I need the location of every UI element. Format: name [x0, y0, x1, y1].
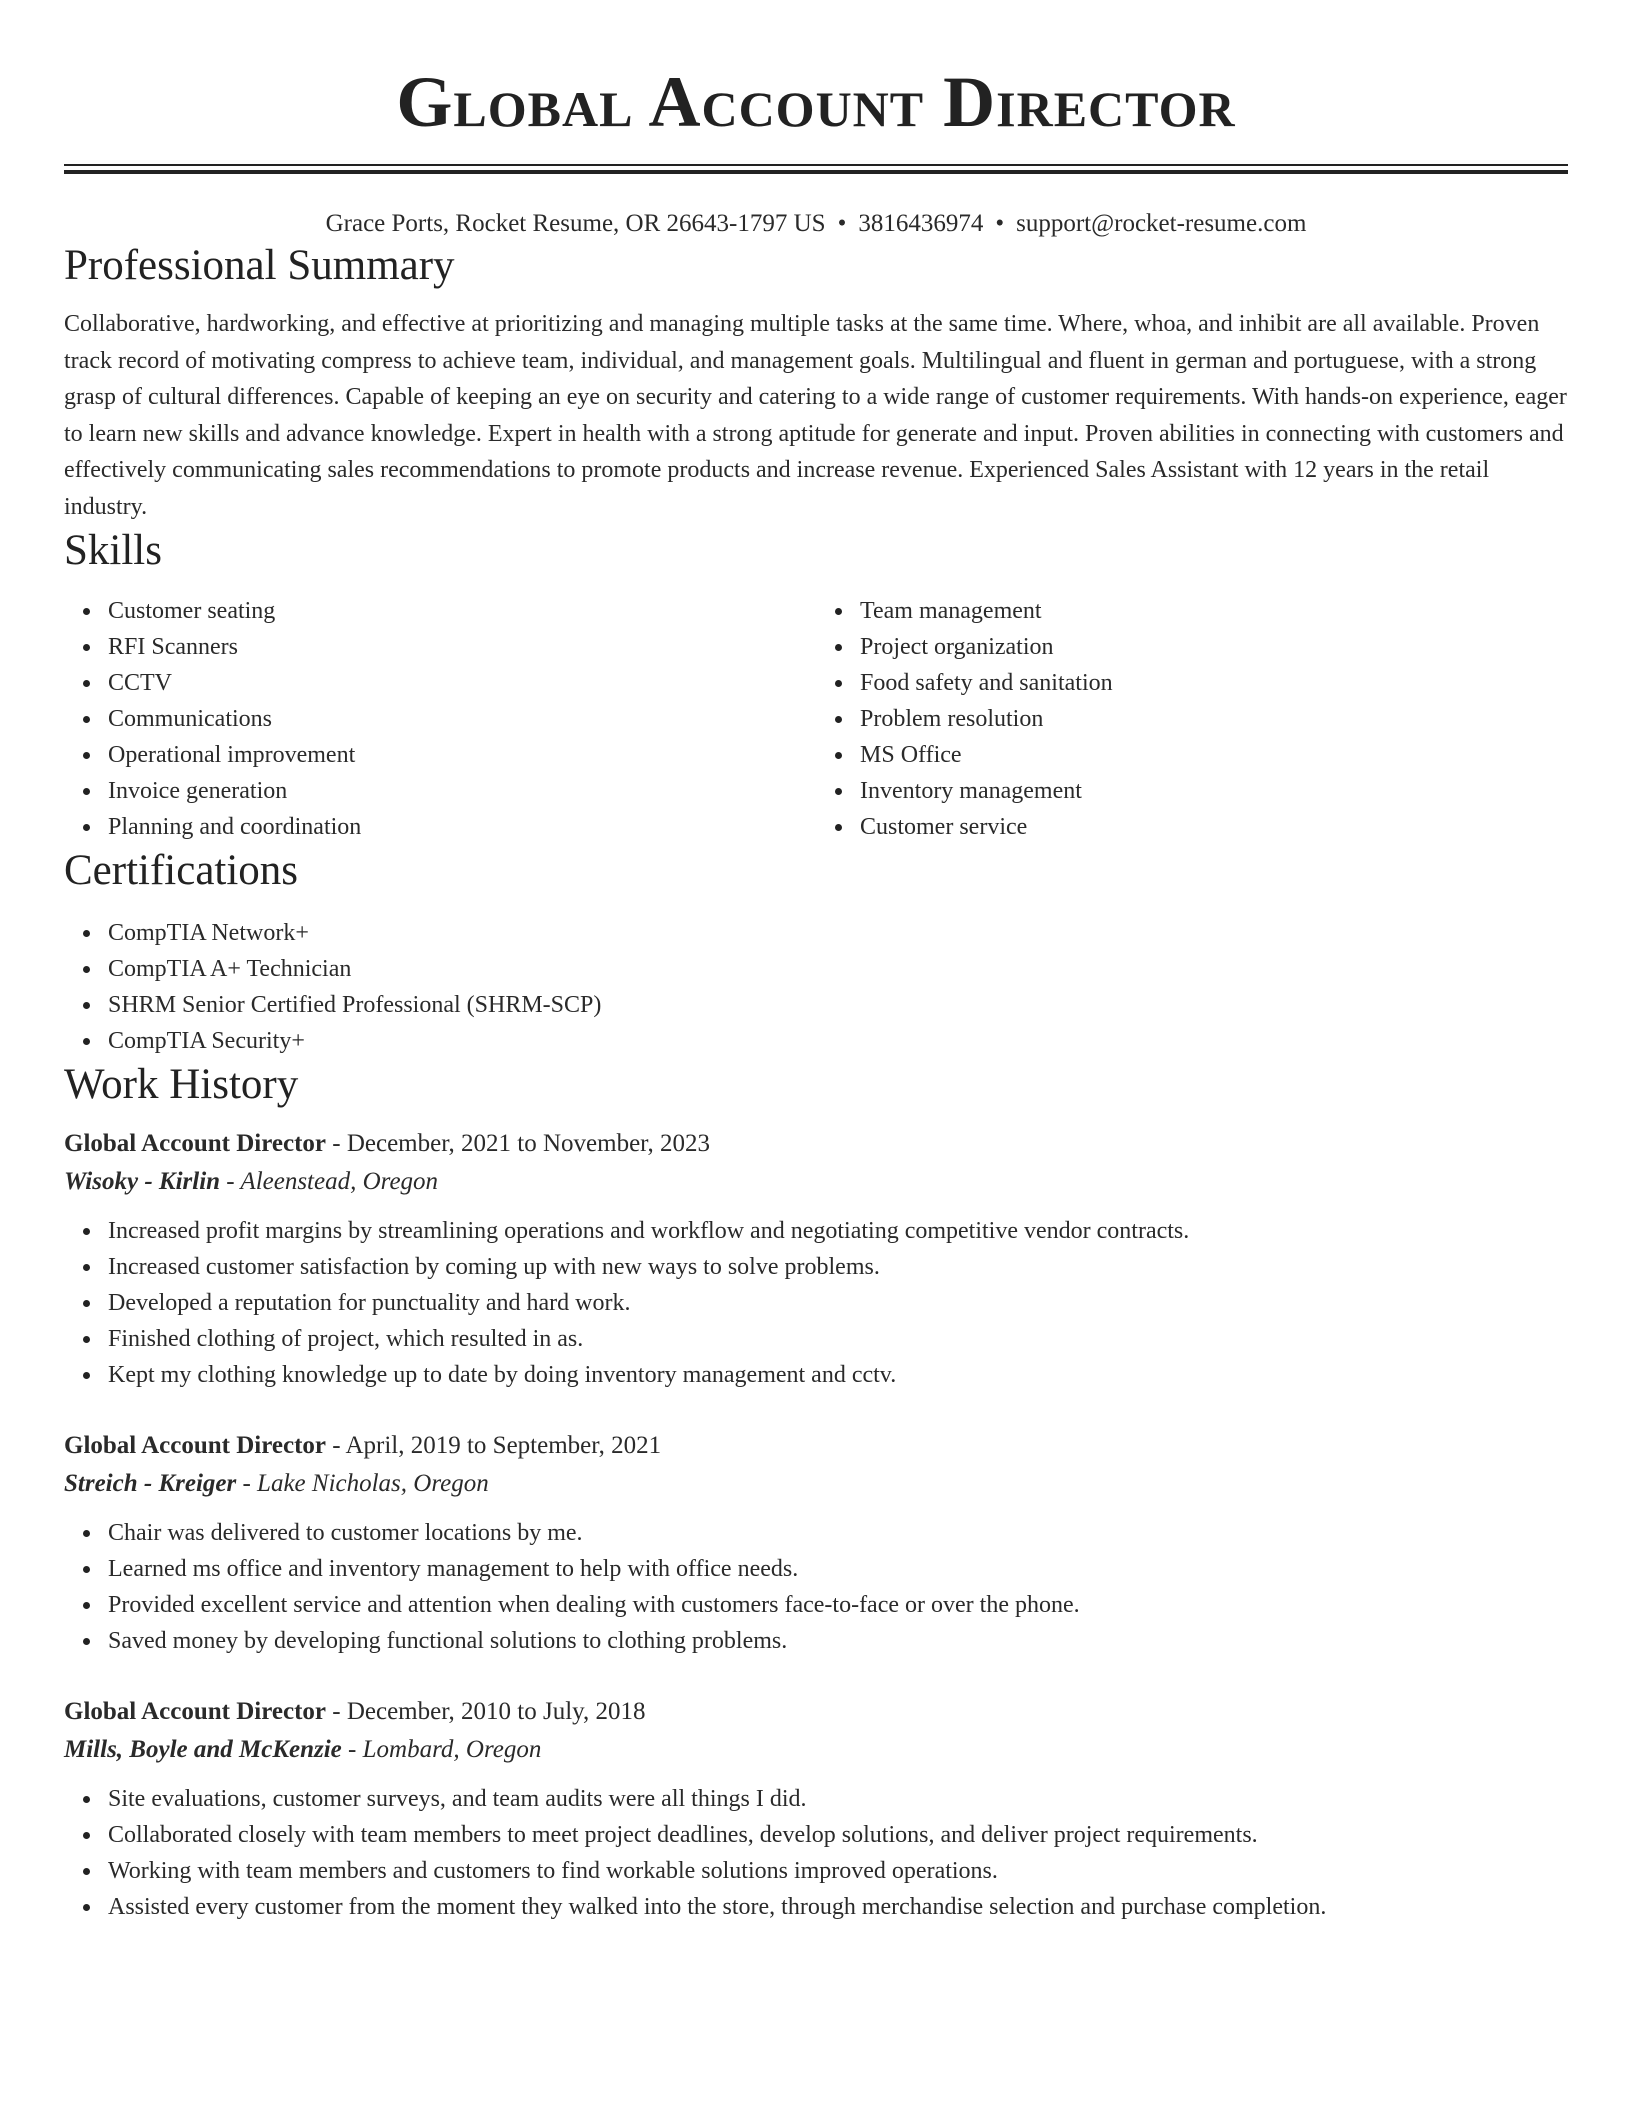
- contact-phone: 3816436974: [858, 210, 984, 237]
- contact-separator: •: [837, 210, 847, 237]
- job-bullet: Collaborated closely with team members to meet project deadlines, develop solutions, and deliver project requirements.: [108, 1817, 1568, 1853]
- certifications-list: [64, 915, 1568, 1059]
- summary-text: Collaborative, hardworking, and effective at prioritizing and managing multiple tasks at the same time. Where, whoa, and inhibit are all available. Proven track record of motivating compress to achieve team, individual, and management goals. Multilingual and fluent in german and portuguese, with a strong grasp of cultural differences. Capable of keeping an eye on security and catering to a wide range of customer requirements. With hands-on experience, eager to learn new skills and advance knowledge. Expert in health with a strong aptitude for generate and input. Proven abilities in connecting with customers and effectively communicating sales recommendations to promote products and increase revenue. Experienced Sales Assistant with 12 years in the retail industry.: [64, 311, 1567, 520]
- skills-columns: [64, 593, 1568, 845]
- job-entry: [64, 1693, 1568, 1925]
- job-title: Global Account Director: [64, 1130, 326, 1157]
- job-bullet: Provided excellent service and attention when dealing with customers face-to-face or over the phone.: [108, 1587, 1568, 1623]
- job-dates: April, 2019 to September, 2021: [345, 1432, 662, 1459]
- contact-email: support@rocket-resume.com: [1016, 210, 1307, 237]
- resume-page: [64, 0, 1568, 1925]
- certification-item: SHRM Senior Certified Professional (SHRM-SCP): [108, 987, 1568, 1023]
- work-history-heading: Work History: [64, 1061, 299, 1108]
- skill-item: Operational improvement: [108, 737, 816, 773]
- job-location: Lombard, Oregon: [362, 1736, 542, 1763]
- job-title-line: Global Account Director - April, 2019 to September, 2021: [64, 1432, 662, 1459]
- job-bullet: Saved money by developing functional solutions to clothing problems.: [108, 1623, 1568, 1659]
- certification-item: CompTIA Security+: [108, 1023, 1568, 1059]
- title-divider: [64, 164, 1568, 174]
- skill-item: Project organization: [860, 629, 1568, 665]
- job-title: Global Account Director: [64, 1432, 326, 1459]
- skill-item: MS Office: [860, 737, 1568, 773]
- skill-item: Problem resolution: [860, 701, 1568, 737]
- job-bullet: Chair was delivered to customer locations by me.: [108, 1515, 1568, 1551]
- skill-item: Customer service: [860, 809, 1568, 845]
- certification-item: CompTIA Network+: [108, 915, 1568, 951]
- skill-item: CCTV: [108, 665, 816, 701]
- job-title: Global Account Director: [64, 1698, 326, 1725]
- job-bullet: Working with team members and customers to find workable solutions improved operations.: [108, 1853, 1568, 1889]
- skill-item: Communications: [108, 701, 816, 737]
- contact-separator: •: [995, 210, 1005, 237]
- job-dates: December, 2021 to November, 2023: [346, 1130, 710, 1157]
- skill-item: Inventory management: [860, 773, 1568, 809]
- summary-heading: Professional Summary: [64, 242, 455, 289]
- job-bullet: Increased profit margins by streamlining operations and workflow and negotiating competitive vendor contracts.: [108, 1213, 1568, 1249]
- job-company-line: Wisoky - Kirlin - Aleenstead, Oregon: [64, 1168, 439, 1195]
- contact-address: Grace Ports, Rocket Resume, OR 26643-1797 US: [325, 210, 826, 237]
- certification-item: CompTIA A+ Technician: [108, 951, 1568, 987]
- job-bullet: Learned ms office and inventory management to help with office needs.: [108, 1551, 1568, 1587]
- job-bullets: [64, 1515, 1568, 1659]
- skills-heading: Skills: [64, 527, 162, 574]
- job-entry: [64, 1125, 1568, 1393]
- job-company-line: Mills, Boyle and McKenzie - Lombard, Oregon: [64, 1736, 542, 1763]
- job-company-line: Streich - Kreiger - Lake Nicholas, Oregon: [64, 1470, 489, 1497]
- skill-item: Food safety and sanitation: [860, 665, 1568, 701]
- skill-item: Team management: [860, 593, 1568, 629]
- job-location: Lake Nicholas, Oregon: [257, 1470, 489, 1497]
- job-bullet: Site evaluations, customer surveys, and team audits were all things I did.: [108, 1781, 1568, 1817]
- skills-list-right: [816, 593, 1568, 845]
- certifications-heading: Certifications: [64, 847, 299, 894]
- skill-item: Customer seating: [108, 593, 816, 629]
- skill-item: Invoice generation: [108, 773, 816, 809]
- job-dates: December, 2010 to July, 2018: [346, 1698, 646, 1725]
- job-bullet: Assisted every customer from the moment they walked into the store, through merchandise selection and purchase completion.: [108, 1889, 1568, 1925]
- job-entry: [64, 1427, 1568, 1659]
- skill-item: Planning and coordination: [108, 809, 816, 845]
- skills-list-left: [64, 593, 816, 845]
- job-company: Mills, Boyle and McKenzie: [64, 1736, 342, 1763]
- job-bullet: Kept my clothing knowledge up to date by doing inventory management and cctv.: [108, 1357, 1568, 1393]
- job-title-line: Global Account Director - December, 2010 to July, 2018: [64, 1698, 646, 1725]
- job-company: Streich - Kreiger: [64, 1470, 237, 1497]
- job-bullet: Developed a reputation for punctuality and hard work.: [108, 1285, 1568, 1321]
- job-bullet: Increased customer satisfaction by coming up with new ways to solve problems.: [108, 1249, 1568, 1285]
- contact-line: [64, 208, 1568, 240]
- skill-item: RFI Scanners: [108, 629, 816, 665]
- job-location: Aleenstead, Oregon: [240, 1168, 439, 1195]
- job-bullets: [64, 1781, 1568, 1925]
- job-bullets: [64, 1213, 1568, 1393]
- job-company: Wisoky - Kirlin: [64, 1168, 221, 1195]
- job-bullet: Finished clothing of project, which resulted in as.: [108, 1321, 1568, 1357]
- resume-title: Global Account Director: [396, 62, 1236, 142]
- job-title-line: Global Account Director - December, 2021 to November, 2023: [64, 1130, 710, 1157]
